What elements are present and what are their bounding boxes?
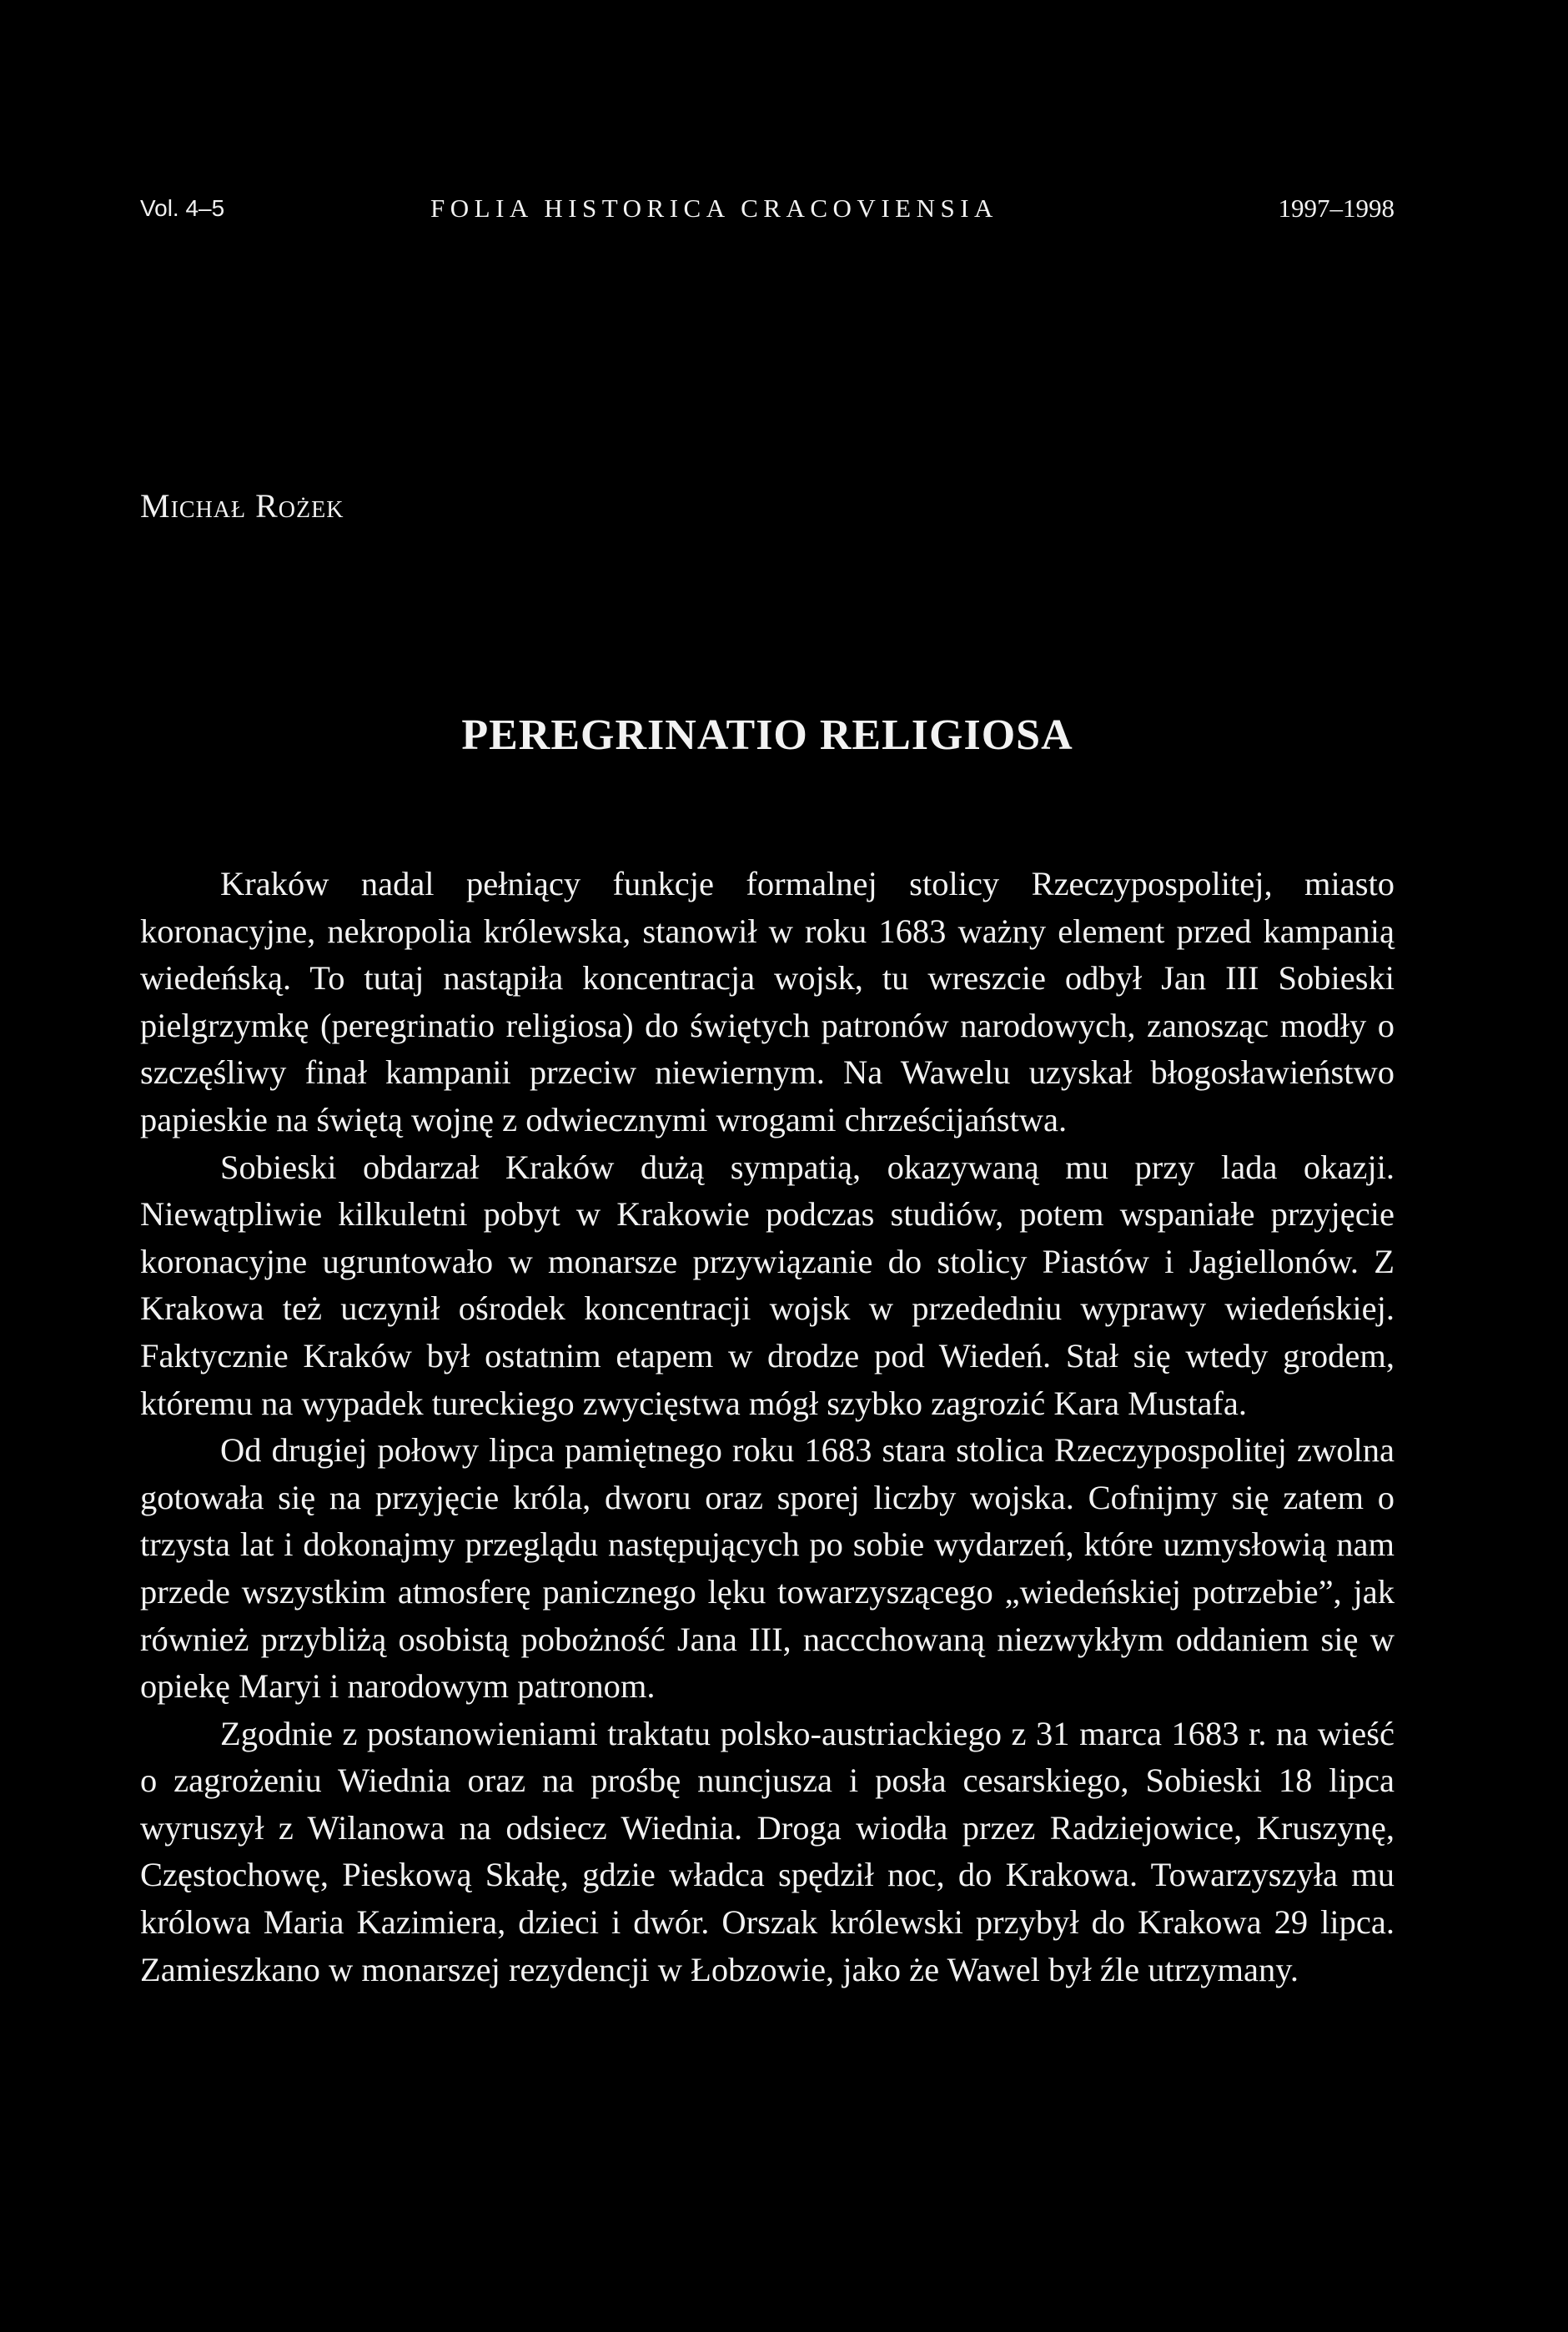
paragraph-4: Zgodnie z postanowieniami traktatu polsko-austriackiego z 31 marca 1683 r. na wieść o zagrożeniu Wiednia oraz na prośbę nuncjusza i posła cesarskiego, Sobieski 18 lipca wyruszył z Wilanowa na odsiecz Wiednia. Droga wiodła przez Radziejowice, Kruszynę, Częstochowę, Pieskową Skałę, gdzie władca spędził noc, do Krakowa. Towarzyszyła mu królowa Maria Kazimiera, dzieci i dwór. Orszak królewski przybył do Krakowa 29 lipca. Zamieszkano w monarszej rezydencji w Łobzowie, jako że Wawel był źle utrzymany. [140,1714,1395,1988]
paragraph-2: Sobieski obdarzał Kraków dużą sympatią, okazywaną mu przy lada okazji. Niewątpliwie kilkuletni pobyt w Krakowie podczas studiów, potem wspaniałe przyjęcie koronacyjne ugruntowało w monarsze przywiązanie do stolicy Piastów i Jagiellonów. Z Krakowa też uczynił ośrodek koncentracji wojsk w przededniu wyprawy wiedeńskiej. Faktycznie Kraków był ostatnim etapem w drodze pod Wiedeń. Stał się wtedy grodem, któremu na wypadek tureckiego zwycięstwa mógł szybko zagrozić Kara Mustafa. [140,1148,1395,1422]
author-name: Michał Rożek [140,487,344,525]
article-title: PEREGRINATIO RELIGIOSA [461,711,1073,759]
journal-title: FOLIA HISTORICA CRACOVIENSIA [430,193,998,223]
running-header [140,190,1395,227]
paragraph-1: Kraków nadal pełniący funkcje formalnej stolicy Rzeczypospolitej, miasto koronacyjne, nekropolia królewska, stanowił w roku 1683 ważny element przed kampanią wiedeńską. To tutaj nastąpiła koncentracja wojsk, tu wreszcie odbył Jan III Sobieski pielgrzymkę (peregrinatio religiosa) do świętych patronów narodowych, zanosząc modły o szczęśliwy finał kampanii przeciw niewiernym. Na Wawelu uzyskał błogosławieństwo papieskie na świętą wojnę z odwiecznymi wrogami chrześcijaństwa. [140,865,1395,1138]
paragraph-3: Od drugiej połowy lipca pamiętnego roku 1683 stara stolica Rzeczypospolitej zwolna gotowała się na przyjęcie króla, dworu oraz sporej liczby wojska. Cofnijmy się zatem o trzysta lat i dokonajmy przeglądu następujących po sobie wydarzeń, które uzmysłowią nam przede wszystkim atmosferę panicznego lęku towarzyszącego „wiedeńskiej potrzebie”, jak również przybliżą osobistą pobożność Jana III, naccchowaną niezwykłym oddaniem się w opiekę Maryi i narodowym patronom. [140,1431,1395,1706]
article-body [140,861,1395,1993]
volume-label: Vol. 4–5 [140,195,225,221]
publication-years: 1997–1998 [1278,193,1395,223]
